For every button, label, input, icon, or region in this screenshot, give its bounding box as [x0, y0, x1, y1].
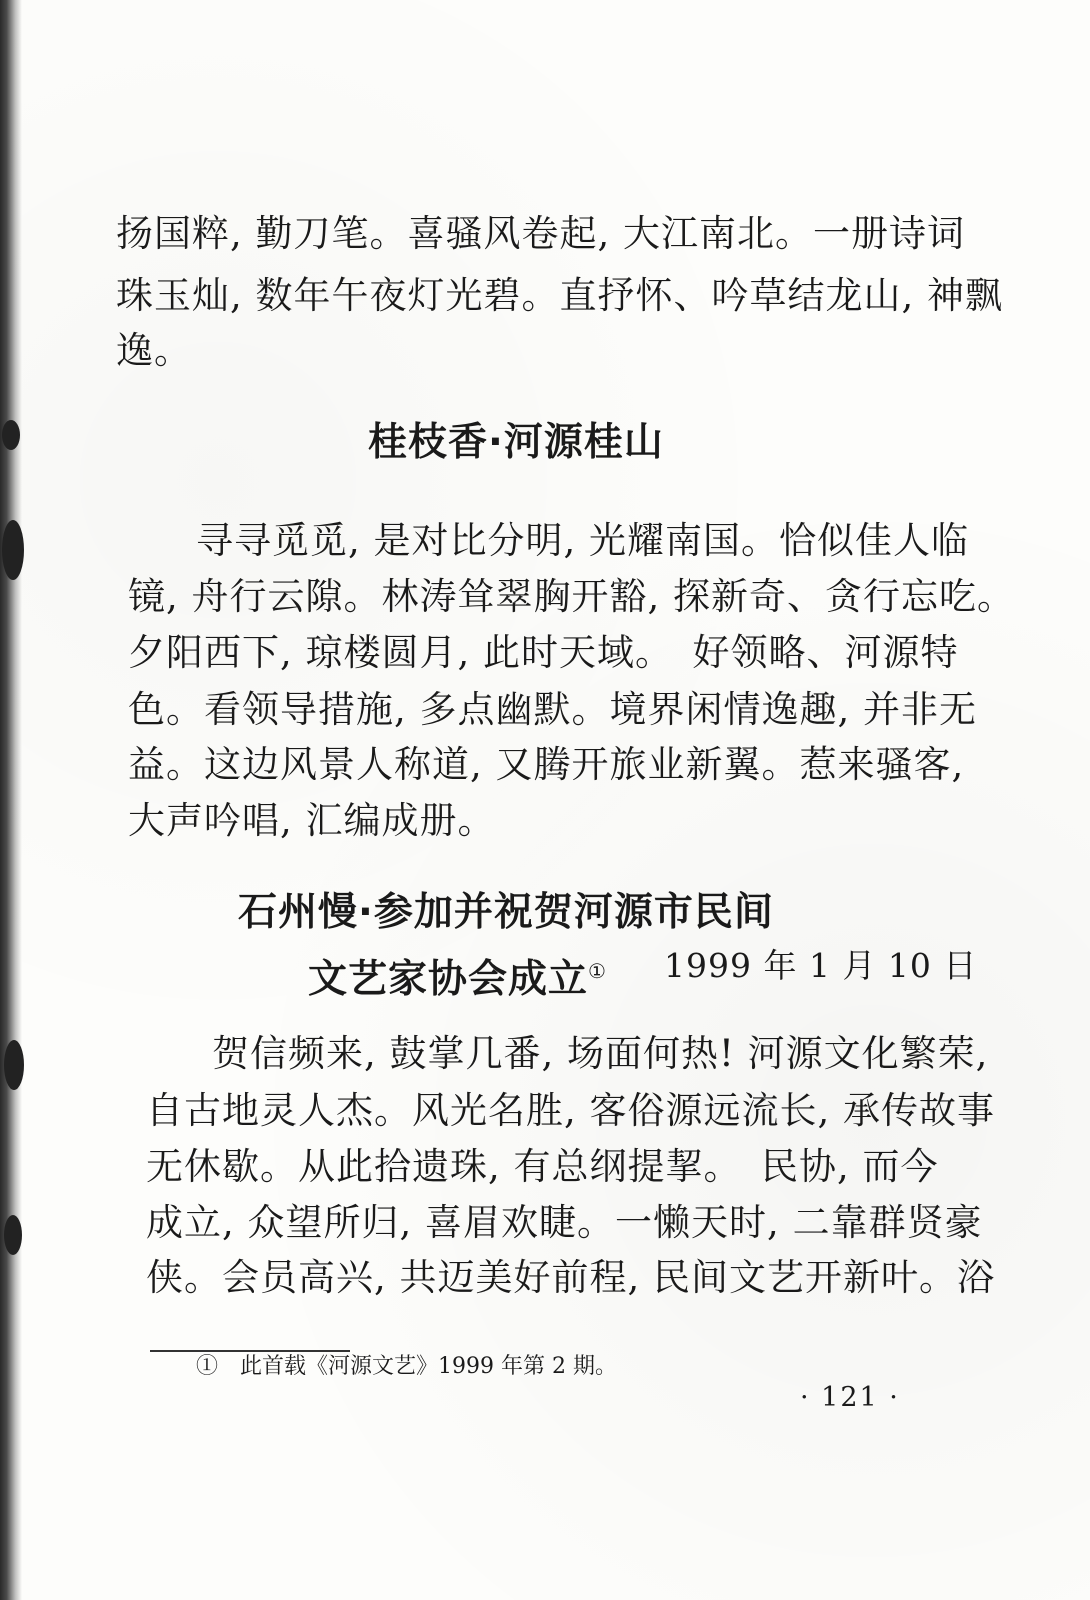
poem-1-title: 桂枝香·河源桂山: [368, 420, 664, 465]
poem-2-date: 1999 年 1 月 10 日: [664, 946, 978, 985]
poem-2-title-line-2: [308, 946, 607, 1005]
poem-2-line: 侠。会员高兴, 共迈美好前程, 民间文艺开新叶。浴: [146, 1256, 996, 1299]
poem-2-title-line-1: 石州慢·参加并祝贺河源市民间: [238, 890, 774, 935]
poem-1-line: 大声吟唱, 汇编成册。: [128, 799, 496, 842]
poem-2-line: 自古地灵人杰。风光名胜, 客俗源远流长, 承传故事: [146, 1089, 996, 1132]
poem-1-line: 色。看领导措施, 多点幽默。境界闲情逸趣, 并非无: [128, 688, 978, 731]
footnote-marker: ①: [588, 959, 607, 983]
intro-poem-line: 珠玉灿, 数年午夜灯光碧。直抒怀、吟草结龙山, 神飘: [116, 274, 1004, 317]
page-number: · 121 ·: [800, 1382, 900, 1413]
poem-2-title-text: 文艺家协会成立: [308, 957, 589, 1002]
poem-2-line: 无休歇。从此拾遗珠, 有总纲提挈。 民协, 而今: [146, 1145, 939, 1188]
scan-blot: [2, 420, 20, 450]
poem-2-line: 成立, 众望所归, 喜眉欢睫。一懒天时, 二靠群贤豪: [146, 1201, 983, 1244]
poem-1-line: 夕阳西下, 琼楼圆月, 此时天域。 好领略、河源特: [128, 631, 959, 674]
poem-2-line: 贺信频来, 鼓掌几番, 场面何热! 河源文化繁荣,: [212, 1032, 989, 1075]
scan-blot: [2, 520, 24, 580]
poem-1-line: 益。这边风景人称道, 又腾开旅业新翼。惹来骚客,: [128, 743, 965, 786]
scan-blot: [4, 1040, 24, 1090]
poem-1-line: 镜, 舟行云隙。林涛耸翠胸开豁, 探新奇、贪行忘吃。: [128, 575, 1016, 618]
scan-edge-shadow: [0, 0, 22, 1600]
scan-blot: [4, 1215, 22, 1255]
footnote-text: ① 此首载《河源文艺》1999 年第 2 期。: [196, 1354, 617, 1379]
intro-poem-line: 扬国粹, 勤刀笔。喜骚风卷起, 大江南北。一册诗词: [116, 212, 966, 255]
poem-1-line: 寻寻觅觅, 是对比分明, 光耀南国。恰似佳人临: [196, 519, 970, 562]
intro-poem-line: 逸。: [116, 329, 192, 372]
